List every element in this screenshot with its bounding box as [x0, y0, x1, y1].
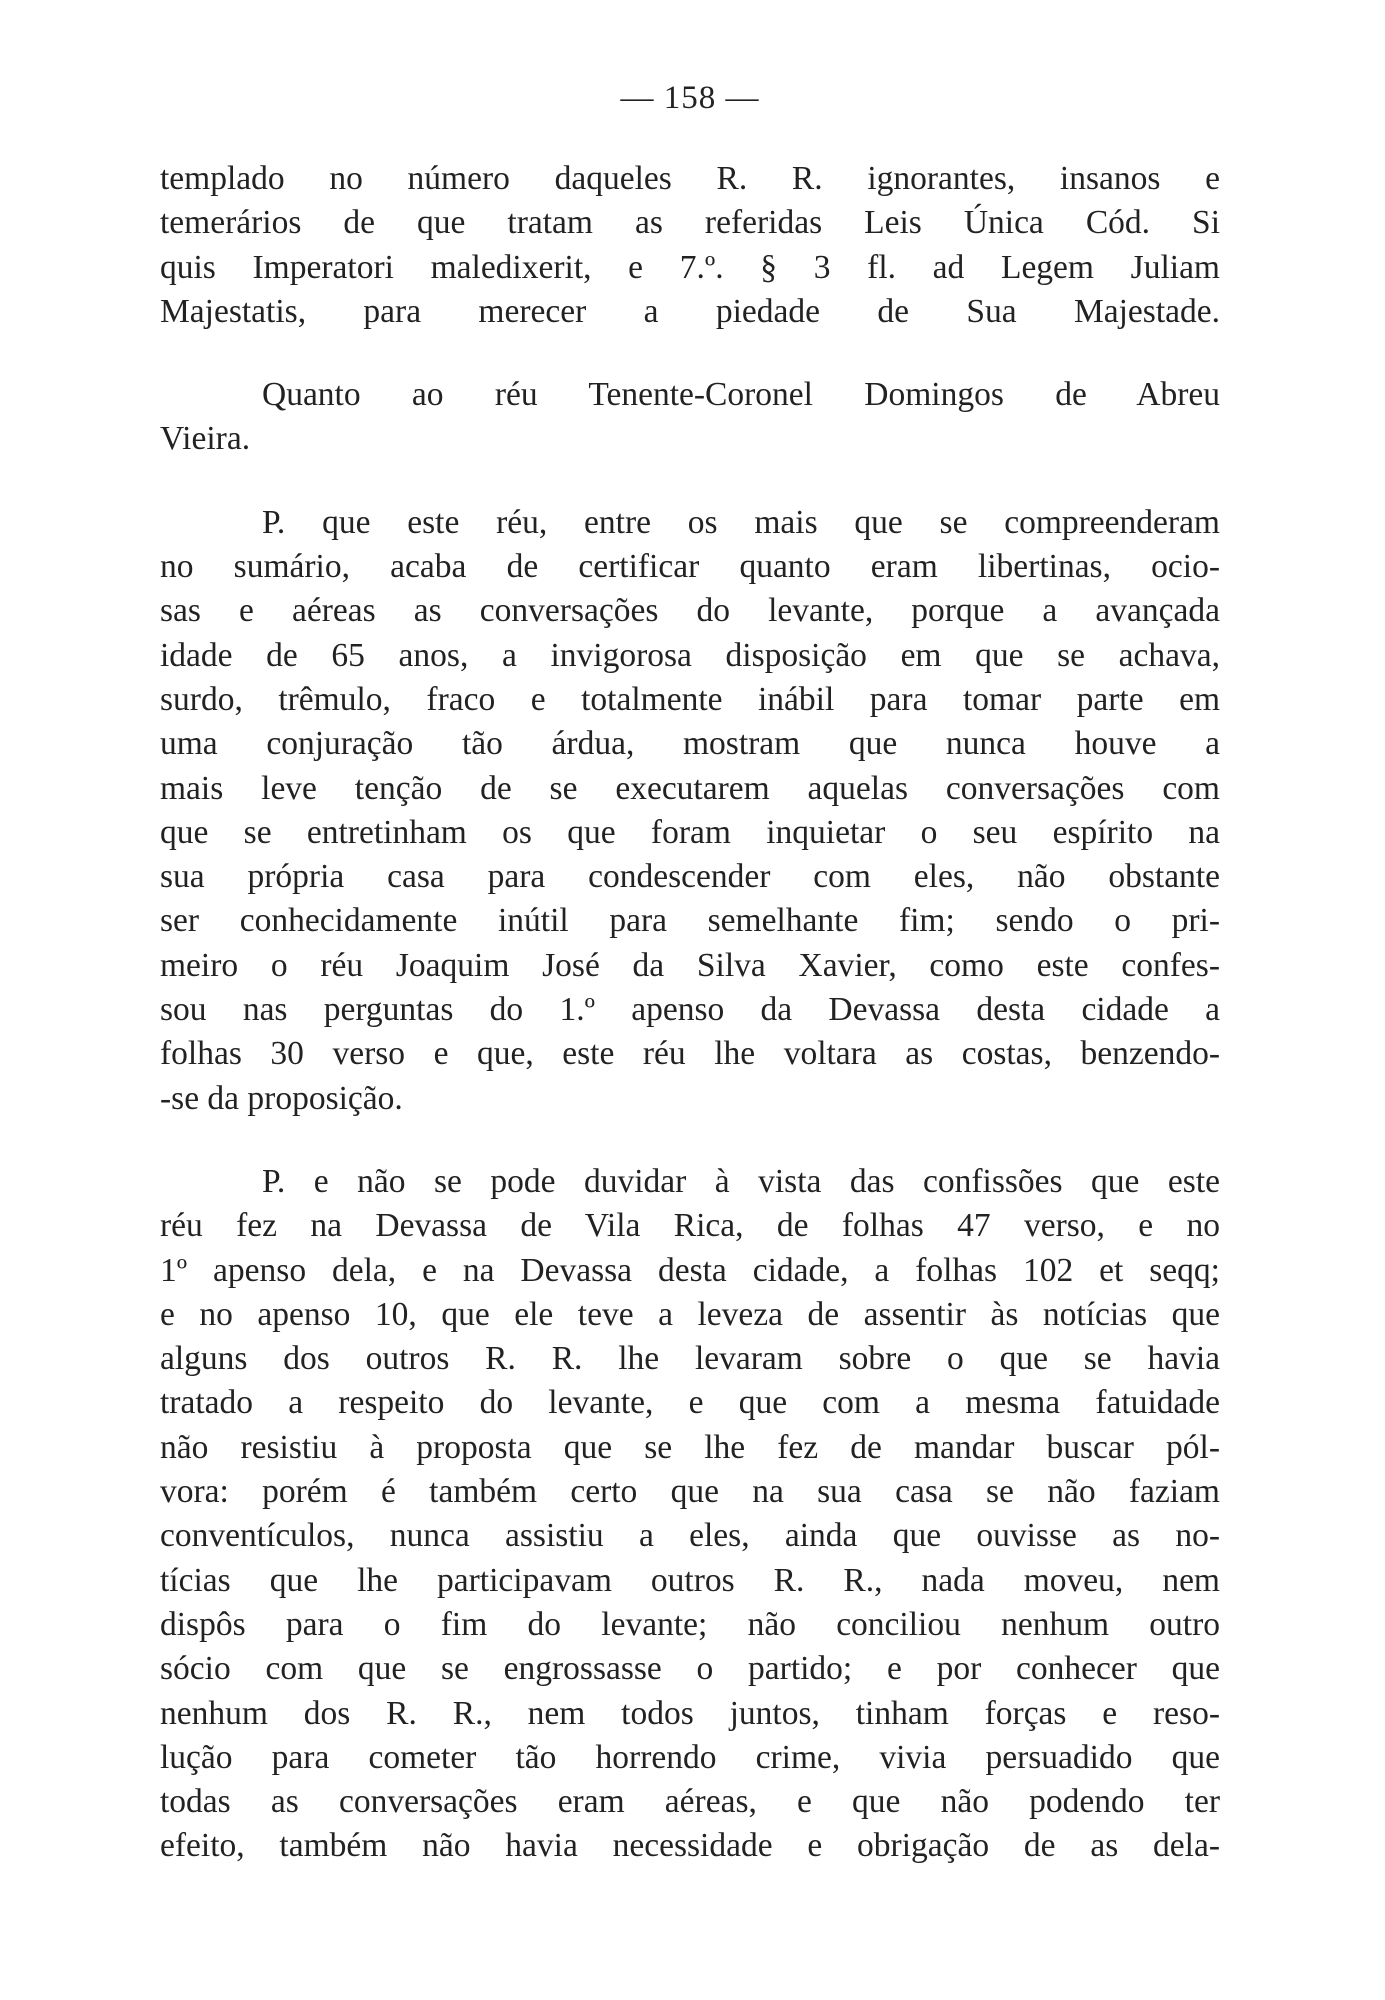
paragraph: [160, 1160, 1220, 1869]
text-line: não resistiu à proposta que se lhe fez de mandar buscar pól-: [160, 1428, 1220, 1466]
text-line: conventículos, nunca assistiu a eles, ainda que ouvisse as no-: [160, 1517, 1220, 1555]
text-line: uma conjuração tão árdua, mostram que nunca houve a: [160, 725, 1220, 763]
document-page: [160, 80, 1220, 1908]
text-line: sas e aéreas as conversações do levante, porque a avançada: [160, 592, 1220, 630]
text-line: folhas 30 verso e que, este réu lhe voltara as costas, benzendo-: [160, 1035, 1220, 1073]
text-line: que se entretinham os que foram inquietar o seu espírito na: [160, 813, 1220, 851]
page-number: — 158 —: [620, 80, 760, 116]
text-line: idade de 65 anos, a invigorosa disposição em que se achava,: [160, 636, 1220, 674]
text-line: Quanto ao réu Tenente-Coronel Domingos de Abreu: [262, 376, 1220, 414]
text-line: quis Imperatori maledixerit, e 7.º. § 3 fl. ad Legem Juliam: [160, 248, 1220, 286]
text-line: P. que este réu, entre os mais que se compreenderam: [262, 503, 1220, 541]
text-line: réu fez na Devassa de Vila Rica, de folhas 47 verso, e no: [160, 1207, 1220, 1245]
paragraph: [160, 373, 1220, 462]
text-line: sua própria casa para condescender com eles, não obstante: [160, 858, 1220, 896]
text-line: Majestatis, para merecer a piedade de Sua Majestade.: [160, 292, 1220, 330]
text-line: lução para cometer tão horrendo crime, vivia persuadido que: [160, 1738, 1220, 1776]
text-line: no sumário, acaba de certificar quanto eram libertinas, ocio-: [160, 548, 1220, 586]
text-line: tratado a respeito do levante, e que com a mesma fatuidade: [160, 1384, 1220, 1422]
text-line: surdo, trêmulo, fraco e totalmente inábil para tomar parte em: [160, 680, 1220, 718]
text-line: 1º apenso dela, e na Devassa desta cidade, a folhas 102 et seqq;: [160, 1251, 1220, 1289]
text-line: e no apenso 10, que ele teve a leveza de assentir às notícias que: [160, 1295, 1220, 1333]
text-line: nenhum dos R. R., nem todos juntos, tinham forças e reso-: [160, 1694, 1220, 1732]
text-line: -se da proposição.: [160, 1079, 403, 1117]
paragraph: [160, 157, 1220, 334]
text-line: meiro o réu Joaquim José da Silva Xavier, como este confes-: [160, 946, 1220, 984]
text-line: efeito, também não havia necessidade e obrigação de as dela-: [160, 1827, 1220, 1865]
text-line: ser conhecidamente inútil para semelhante fim; sendo o pri-: [160, 902, 1220, 940]
text-line: tícias que lhe participavam outros R. R., nada moveu, nem: [160, 1561, 1220, 1599]
text-line: Vieira.: [160, 420, 251, 458]
text-line: mais leve tenção de se executarem aquelas conversações com: [160, 769, 1220, 807]
text-line: alguns dos outros R. R. lhe levaram sobre o que se havia: [160, 1340, 1220, 1378]
text-line: templado no número daqueles R. R. ignorantes, insanos e: [160, 160, 1220, 197]
paragraph: [160, 501, 1220, 1121]
text-line: vora: porém é também certo que na sua casa se não faziam: [160, 1473, 1220, 1511]
text-line: todas as conversações eram aéreas, e que não podendo ter: [160, 1783, 1220, 1821]
text-line: sócio com que se engrossasse o partido; e por conhecer que: [160, 1650, 1220, 1688]
text-line: dispôs para o fim do levante; não conciliou nenhum outro: [160, 1605, 1220, 1643]
text-line: temerários de que tratam as referidas Leis Única Cód. Si: [160, 204, 1220, 242]
text-line: P. e não se pode duvidar à vista das confissões que este: [262, 1162, 1220, 1200]
text-line: sou nas perguntas do 1.º apenso da Devassa desta cidade a: [160, 991, 1220, 1029]
